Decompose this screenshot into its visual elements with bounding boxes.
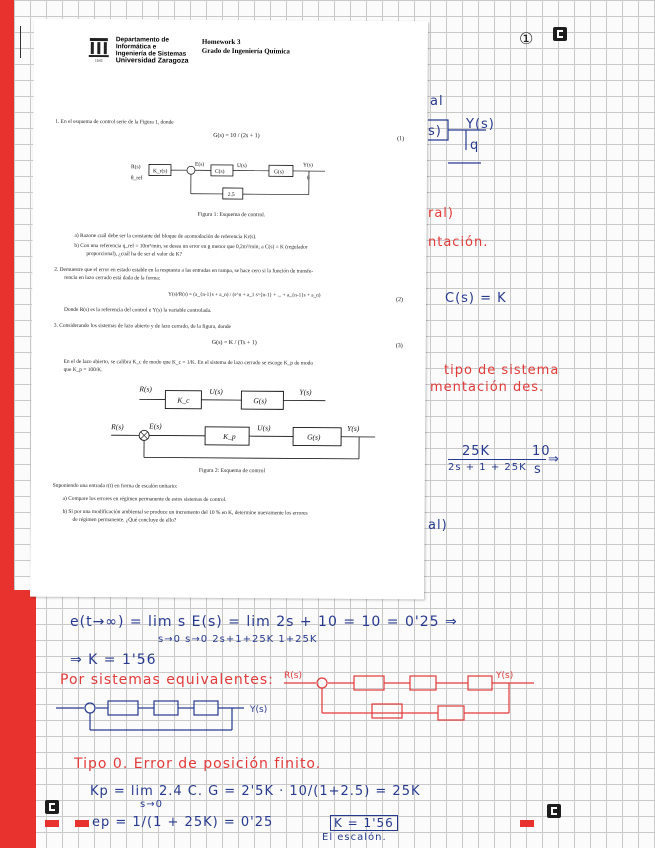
page-number-mark: ① bbox=[519, 29, 535, 48]
figure-1-block-diagram bbox=[129, 159, 349, 211]
q1-part-b-line2: proporcional), ¿cuál ha de ser el valor de K? bbox=[86, 251, 183, 258]
note-ys: Y(s) bbox=[466, 117, 495, 132]
svg-text:U(s): U(s) bbox=[257, 423, 271, 433]
note-kp-line: Kp = lim 2.4 C. G = 2'5K · 10/(1+2.5) = 25K bbox=[90, 784, 421, 799]
svg-text:R(s): R(s) bbox=[139, 384, 152, 394]
note-al-mid: al) bbox=[428, 518, 448, 533]
q2-equation: Y(s)/R(s) = (a_{n-1}s + a_n) / (s^n + a_1 s^{n-1} + ... + a_{n-1}s + a_n) bbox=[168, 291, 321, 299]
svg-text:2.5: 2.5 bbox=[227, 191, 235, 199]
note-s-bracket: s) bbox=[428, 124, 442, 139]
note-tipo-sistema: tipo de sistema bbox=[444, 363, 560, 378]
note-kp-sub: s→0 bbox=[140, 799, 163, 810]
logo-year: 1542 bbox=[94, 58, 103, 63]
note-k-box: K = 1'56 bbox=[330, 815, 398, 831]
svg-text:θ_ref: θ_ref bbox=[130, 175, 143, 182]
note-arrow: ⇒ bbox=[548, 452, 560, 467]
figure-2-caption: Figura 2: Esquema de control bbox=[198, 467, 266, 475]
svg-text:K_r(s): K_r(s) bbox=[152, 168, 168, 175]
q1-part-a: a) Razone cuál debe ser la constante del bloque de acomodación de referencia Kr(s). bbox=[74, 232, 257, 241]
svg-text:C(s): C(s) bbox=[214, 168, 225, 175]
note-handwritten-block-diagram bbox=[54, 668, 544, 738]
margin-bar-right bbox=[520, 820, 534, 827]
svg-text:G(s): G(s) bbox=[307, 432, 321, 442]
note-k-value: ⇒ K = 1'56 bbox=[70, 652, 157, 668]
svg-text:Y(s): Y(s) bbox=[250, 705, 268, 715]
svg-text:θ: θ bbox=[306, 175, 310, 182]
q2-line1: 2. Demuestre que el error en estado estable en la respuesta a las entradas en rampa, se hace cero si la función de transfe- bbox=[54, 266, 314, 275]
svg-text:K_p: K_p bbox=[223, 431, 236, 442]
note-frac10-den: s bbox=[534, 462, 542, 477]
svg-text:Y(s): Y(s) bbox=[299, 387, 312, 397]
q2-line2: rencia en lazo cerrado está dada de la forma: bbox=[64, 274, 161, 282]
note-mentacion-des: mentación des. bbox=[430, 380, 545, 395]
svg-text:Y(s): Y(s) bbox=[496, 671, 514, 681]
svg-text:G(s): G(s) bbox=[273, 169, 284, 176]
q2-after: Donde R(s) es la referencia del control e Y(s) la variable controlada. bbox=[63, 306, 212, 314]
svg-text:U(s): U(s) bbox=[236, 163, 247, 170]
note-al-top: al bbox=[430, 94, 444, 109]
university-logo bbox=[88, 36, 110, 62]
note-cs-k: C(s) = K bbox=[445, 291, 507, 306]
figure-1-caption: Figura 1: Esquema de control. bbox=[197, 211, 266, 219]
figure-2-block-diagrams bbox=[109, 379, 380, 471]
note-limit-line: e(t→∞) = lim s E(s) = lim 2s + 10 = 10 = 0'25 ⇒ bbox=[70, 614, 458, 630]
department-name: Departamento de Informática e Ingeniería de Sistemas Universidad Zaragoza bbox=[115, 36, 189, 65]
note-frac-line bbox=[448, 459, 532, 460]
note-frac-num: 25K bbox=[462, 444, 491, 459]
q3-p2: que K_p = 100/K. bbox=[63, 366, 103, 374]
q3-part-b-line1: b) Si por una modificación ambiental se produce un incremento del 10 % en K, determine nuevamente los errores bbox=[62, 508, 308, 517]
q1-intro: 1. En el esquema de control serie de la Figura 1, donde bbox=[55, 118, 174, 126]
svg-text:E(s): E(s) bbox=[194, 161, 205, 168]
notebook-corner-icon-bottom-right bbox=[547, 804, 561, 818]
q2-eq-num: (2) bbox=[396, 297, 404, 304]
q3-eq-num: (3) bbox=[395, 343, 403, 350]
svg-text:R(s): R(s) bbox=[130, 164, 141, 171]
homework-title: Homework 3 Grado de Ingeniería Química bbox=[201, 37, 290, 56]
note-escalon: El escalón. bbox=[322, 832, 387, 843]
q3-part-b-line2: de régimen permanente. ¿Qué concluye de ello? bbox=[72, 516, 177, 524]
note-frac10-line bbox=[530, 459, 546, 460]
q3-intro: 3. Considerando los sistemas de lazo abierto y de lazo cerrado, de la figura, donde bbox=[53, 322, 231, 331]
svg-text:Y(s): Y(s) bbox=[347, 423, 360, 433]
note-tipo-0: Tipo 0. Error de posición finito. bbox=[74, 756, 322, 772]
q3-p1: En el de lazo abierto, se calibra K_c de modo que K_c = 1/K. En el sistema de lazo cerrado se escoge K_p de modo bbox=[63, 358, 314, 367]
homework-sheet bbox=[30, 19, 428, 600]
note-block-sketch bbox=[426, 118, 516, 168]
notebook-corner-icon bbox=[553, 27, 567, 41]
notebook-corner-icon-bottom-left bbox=[45, 800, 59, 814]
svg-text:U(s): U(s) bbox=[209, 386, 223, 396]
q1-eq-num: (1) bbox=[397, 136, 405, 143]
margin-bar-left bbox=[45, 820, 59, 827]
q1-part-b-line1: b) Con una referencia q_ref = 10m³/min, se desea un error en g menor que 0,2m³/min; a C(s) = K (regulador bbox=[74, 242, 308, 251]
svg-text:R(s): R(s) bbox=[284, 671, 302, 681]
note-ep-line: ep = 1/(1 + 25K) = 0'25 bbox=[92, 815, 274, 830]
svg-text:Y(s): Y(s) bbox=[302, 162, 313, 169]
q1-equation: G(s) = 10 / (2s + 1) bbox=[213, 132, 260, 140]
note-q: q bbox=[470, 138, 480, 153]
svg-text:E(s): E(s) bbox=[149, 421, 162, 431]
red-cover-edge bbox=[0, 590, 36, 848]
q3-part-a: a) Compare los errores en régimen permanente de estos sistemas de control. bbox=[62, 495, 227, 503]
q3-equation: G(s) = K / (Ts + 1) bbox=[211, 339, 257, 347]
note-limit-sub: s→0 s→0 2s+1+25K 1+25K bbox=[158, 634, 318, 645]
note-frac-den: 2s + 1 + 25K bbox=[448, 462, 527, 473]
note-ral: ral) bbox=[428, 206, 454, 221]
svg-text:R(s): R(s) bbox=[111, 422, 124, 432]
margin-pencil-line bbox=[20, 26, 21, 58]
note-equivalent-systems: Por sistemas equivalentes: bbox=[60, 672, 274, 688]
margin-bar-mid bbox=[75, 820, 89, 827]
svg-text:G(s): G(s) bbox=[253, 396, 267, 406]
q3-assume: Suponiendo una entrada r(t) en forma de escalón unitario: bbox=[52, 482, 178, 490]
note-mentacion: ntación. bbox=[428, 235, 489, 250]
note-frac10-num: 10 bbox=[532, 444, 551, 459]
svg-text:K_c: K_c bbox=[177, 395, 190, 405]
